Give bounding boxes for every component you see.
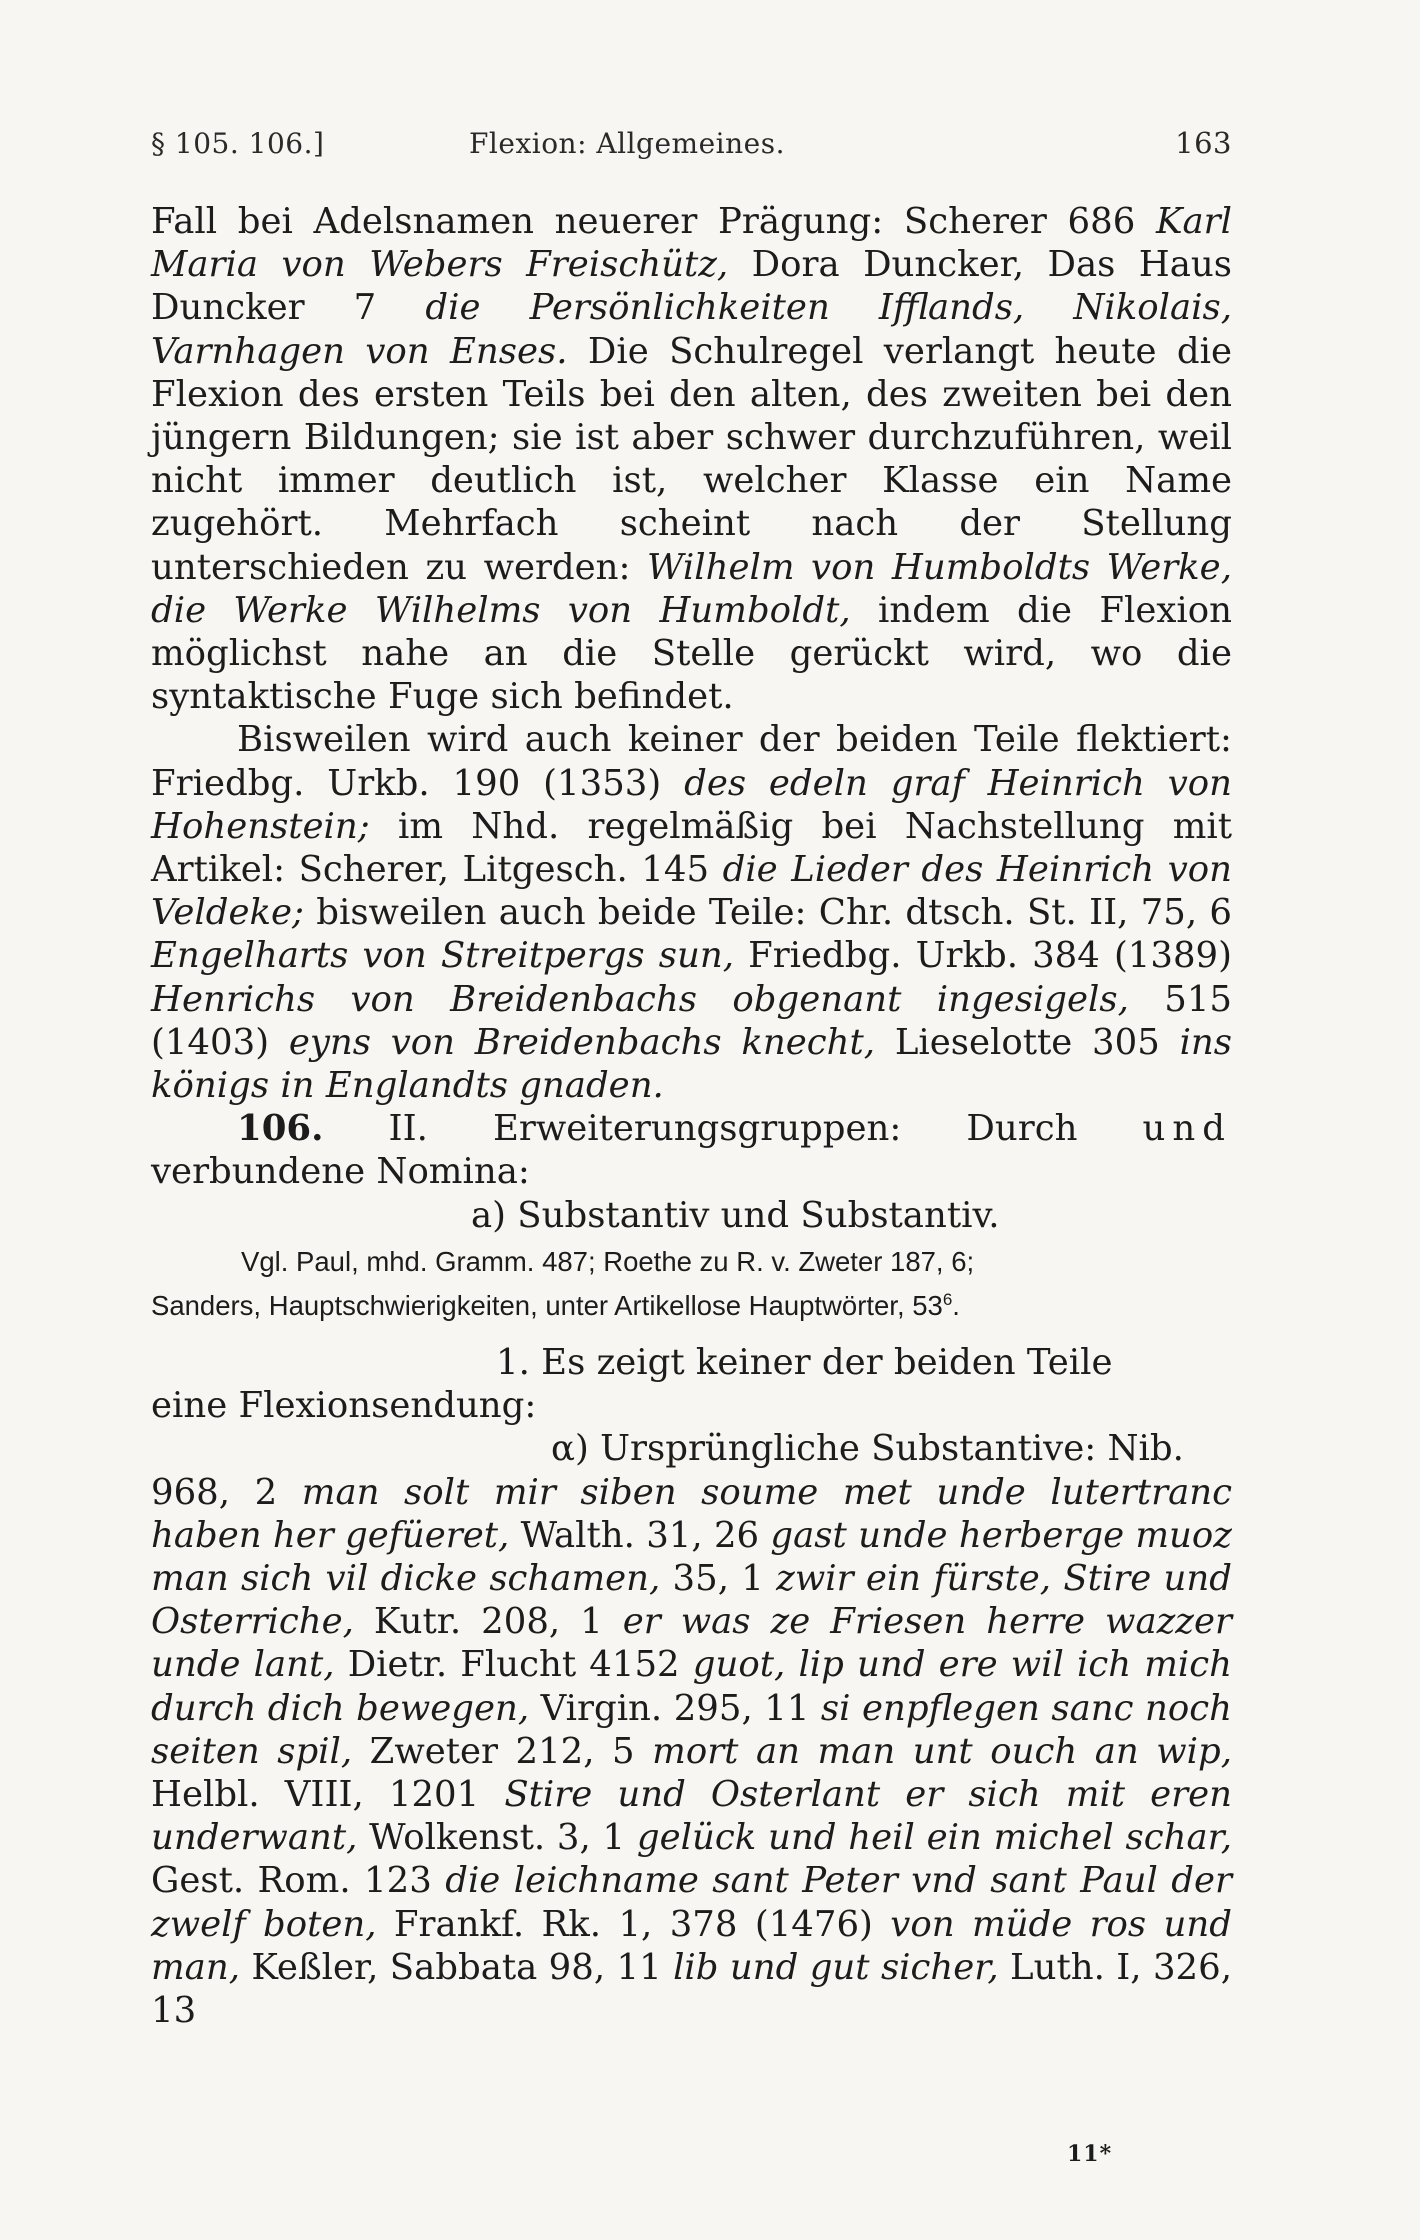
citation-italic: guot, lip und ere wil ich mich durch dich bewegen, <box>151 1644 1232 1729</box>
text-run: Dietr. Flucht 4152 <box>334 1644 693 1686</box>
text-run: Frankf. Rk. 1, 378 (1476) <box>376 1903 891 1945</box>
subheading-substantiv: a) Substantiv und Substantiv. <box>471 1194 1000 1236</box>
citation-italic: die leichname sant Peter vnd sant Paul der zwelf boten, <box>151 1860 1233 1945</box>
note-superscript: 6 <box>942 1289 953 1309</box>
paragraph-examples <box>151 1471 1232 2033</box>
text-run: Wolkenst. 3, 1 <box>357 1817 637 1859</box>
text-run: Bisweilen wird auch keiner der beiden Teile flektiert: Friedbg. Urkb. 190 (1353) <box>151 719 1232 804</box>
text-run: Walth. 31, 26 <box>509 1514 771 1556</box>
citation-italic: eyns von Breidenbachs knecht, <box>288 1021 876 1063</box>
text-run: Die Schulregel verlangt heute die Flexion des ersten Teils bei den alten, des zweiten bei den jüngern Bildungen; sie ist aber schwer durchzuführen, weil nicht immer deutlich ist, welcher Klasse ein Name zugehört. Mehrfach scheint nach der Stellung unterschieden zu werden: <box>151 330 1233 588</box>
section-reference: § 105. 106.] <box>151 127 325 160</box>
text-run: Helbl. VIII, 1201 <box>151 1774 505 1816</box>
citation-italic: man solt mir siben soume met unde lutertranc haben her gefüeret, <box>151 1471 1232 1556</box>
citation-italic: gast unde herberge muoz man sich vil dicke schamen, <box>151 1514 1232 1600</box>
signature-mark: 11* <box>1067 2141 1113 2167</box>
paragraph-bisweilen <box>151 718 1232 1107</box>
bibliography-note <box>151 1243 1232 1325</box>
text-run: Gest. Rom. 123 <box>151 1860 446 1902</box>
text-run: im Nhd. regelmäßig bei Nachstellung mit Artikel: Scherer, Litgesch. 145 <box>151 805 1232 891</box>
text-run: Keßler, Sabbata 98, 11 <box>239 1946 674 1988</box>
citation-italic: von müde ros und man, <box>151 1903 1232 1988</box>
citation-italic: Engelharts von Streitpergs sun, <box>151 935 734 977</box>
paragraph-adelsnamen <box>151 200 1232 718</box>
section-number: 106. <box>237 1108 324 1150</box>
citation-italic: er was ze Friesen herre wazzer unde lant, <box>151 1601 1232 1686</box>
text-run: II. Erweiterungsgruppen: Durch <box>323 1108 1143 1150</box>
text-run: 35, 1 <box>660 1558 777 1600</box>
page-number: 163 <box>1175 126 1232 160</box>
citation-italic: lib und gut sicher, <box>673 1946 999 1988</box>
text-run: Lieselotte 305 <box>875 1021 1180 1063</box>
text-run: Kutr. 208, 1 <box>353 1601 623 1643</box>
citation-italic: zwir ein fürste, Stire und Osterriche, <box>151 1558 1232 1643</box>
text-run: bisweilen auch beide Teile: Chr. dtsch. St. II, 75, 6 <box>303 892 1232 934</box>
citation-italic: Karl Maria von Webers Freischütz, <box>151 201 1232 286</box>
citation-italic: des edeln graf Heinrich von Hohenstein; <box>151 762 1232 847</box>
citation-italic: die Lieder des Heinrich von Veldeke; <box>151 849 1232 934</box>
subsection-alpha: α) Ursprüngliche Substantive: Nib. <box>551 1428 1184 1470</box>
citation-italic: Stire und Osterlant er sich mit eren underwant, <box>151 1774 1232 1859</box>
running-title: Flexion: Allgemeines. <box>469 127 785 160</box>
text-run: 968, 2 <box>151 1471 302 1513</box>
citation-italic: mort an man unt ouch an wip, <box>652 1730 1232 1772</box>
text-run: indem die Flexion möglichst nahe an die Stelle gerückt wird, wo die syntaktische Fuge sich befindet. <box>151 589 1232 718</box>
citation-italic: Henrichs von Breidenbachs obgenant ingesigels, <box>151 978 1129 1020</box>
citation-italic: gelück und heil ein michel schar, <box>636 1817 1232 1859</box>
citation-italic: ins königs in Englandts gnaden. <box>151 1021 1233 1107</box>
citation-italic: Wilhelm von Humboldts Werke, die Werke Wilhelms von Humboldt, <box>151 546 1232 631</box>
subsection-line: 1. Es zeigt keiner der beiden Teile <box>496 1342 1113 1384</box>
citation-italic: die Persönlichkeiten Ifflands, Nikolais, Varnhagen von Enses. <box>151 287 1233 372</box>
text-run: Dora Duncker, Das Haus Duncker 7 <box>151 244 1232 329</box>
text-run: Virgin. 295, 11 <box>529 1687 821 1729</box>
text-run: Friedbg. Urkb. 384 (1389) <box>733 935 1232 977</box>
subsection-1-continued: eine Flexionsendung: <box>151 1385 537 1427</box>
subsection-1 <box>151 1341 1232 1384</box>
running-header <box>151 126 1232 160</box>
spaced-word: und <box>1142 1108 1232 1150</box>
note-line: Sanders, Hauptschwierigkeiten, unter Artikellose Hauptwörter, 53 <box>151 1290 943 1322</box>
note-period: . <box>952 1290 960 1322</box>
text-run: Luth. I, 326, 13 <box>151 1946 1232 2032</box>
section-106-heading <box>151 1107 1232 1193</box>
text-run: verbundene Nomina: <box>151 1151 530 1193</box>
note-line: Vgl. Paul, mhd. Gramm. 487; Roethe zu R. v. Zweter 187, 6; <box>241 1245 975 1277</box>
citation-italic: si enpflegen sanc noch seiten spil, <box>151 1687 1232 1772</box>
text-run: Fall bei Adelsnamen neuerer Prägung: Scherer 686 <box>151 201 1156 242</box>
text-run: Zweter 212, 5 <box>352 1730 653 1772</box>
text-run: 515 (1403) <box>151 978 1232 1063</box>
